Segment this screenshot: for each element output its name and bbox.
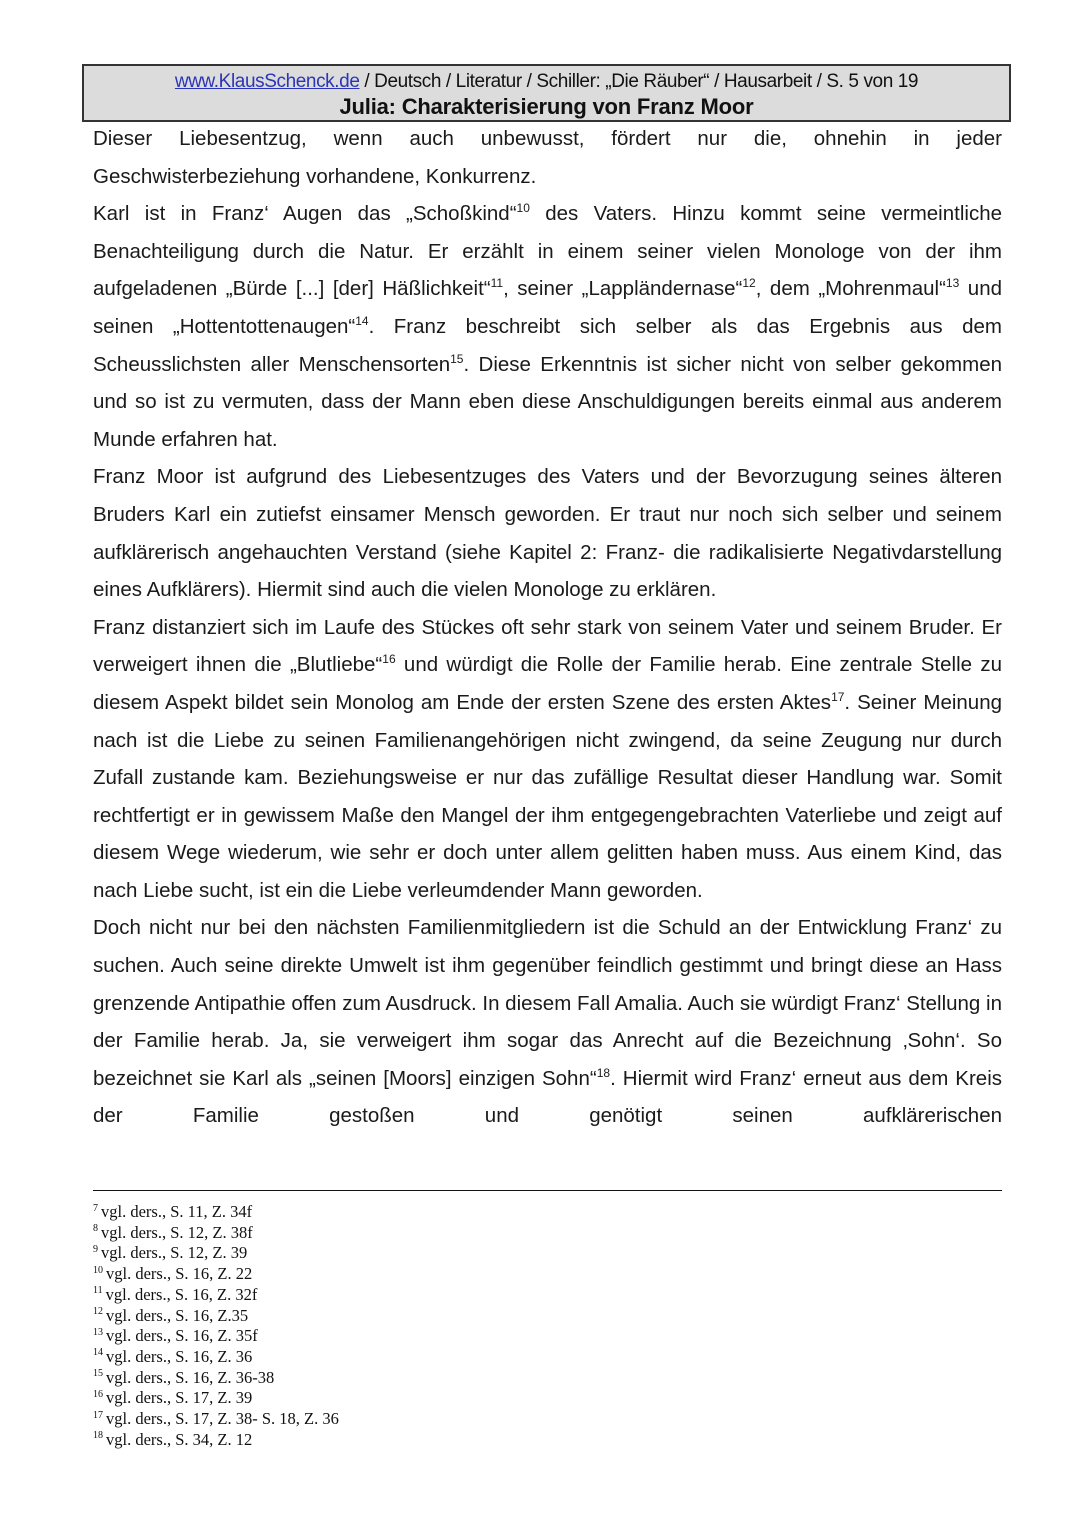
footnote-number: 9 [93,1243,98,1255]
footnote-text: vgl. ders., S. 17, Z. 38- S. 18, Z. 36 [106,1409,339,1429]
footnote-text: vgl. ders., S. 16, Z. 36-38 [106,1367,275,1387]
footnote [93,1243,693,1264]
footnote [93,1388,693,1409]
footnote-divider [93,1190,1002,1191]
footnote-number: 17 [93,1409,103,1421]
footnote-number: 14 [93,1347,103,1359]
footnote-ref: 15 [450,351,464,366]
footnote-text: vgl. ders., S. 11, Z. 34f [101,1202,253,1221]
paragraph-text: Franz Moor ist aufgrund des Liebesentzuges des Vaters und der Bevorzugung seines älteren Bruders Karl ein zutiefst einsamer Mensch geworden. Er traut nur noch sich selber und seinem aufklärerisch angehauchten Verstand (siehe Kapitel 2: Franz- die radikalisierte Negativdarstellung eines Aufklärers). Hiermit sind auch die vielen Monologe zu erklären. [93,465,1002,602]
footnote-number: 7 [93,1202,98,1214]
footnote-text: vgl. ders., S. 16, Z. 32f [105,1284,258,1304]
footnote-number: 13 [93,1326,103,1338]
footnote-number: 16 [93,1388,103,1400]
footnote-text: vgl. ders., S. 16, Z. 22 [106,1264,253,1284]
paragraph [93,458,1002,608]
footnote-text: vgl. ders., S. 16, Z. 35f [106,1326,258,1346]
paragraph-text: , dem „Mohrenmaul“ [755,277,946,301]
footnote [93,1409,693,1430]
page-header [82,64,1011,122]
footnote-text: vgl. ders., S. 16, Z. 36 [106,1346,253,1366]
paragraph-text: . Hiermit wird Franz‘ erneut aus dem Kreis der Familie gestoßen und genötigt seinen aufklärerischen [93,1066,1002,1128]
paragraph-text: Doch nicht nur bei den nächsten Familienmitgliedern ist die Schuld an der Entwicklung Franz‘ zu suchen. Auch seine direkte Umwelt ist ihm gegenüber feindlich gestimmt und bringt diese an Hass grenzende Antipathie offen zum Ausdruck. In diesem Fall Amalia. Auch sie würdigt Franz‘ Stellung in der Familie herab. Ja, sie verweigert ihm sogar das Anrecht auf die Bezeichnung ‚Sohn‘. So bezeichnet sie Karl als „seinen [Moors] einzigen Sohn“ [93,916,1002,1090]
footnote-number: 11 [93,1285,103,1297]
footnote-text: vgl. ders., S. 12, Z. 39 [101,1243,248,1263]
footnote [93,1223,693,1244]
paragraph-text: . Diese Erkenntnis ist sicher nicht von selber gekommen und so ist zu vermuten, dass der Mann eben diese Anschuldigungen bereits einmal aus anderem Munde erfahren hat. [93,352,1002,451]
footnote-ref: 18 [596,1066,611,1081]
footnote-number: 12 [93,1306,103,1318]
paragraph [93,609,1002,910]
paragraph [93,195,1002,458]
footnote-number: 8 [93,1223,98,1235]
footnote-text: vgl. ders., S. 16, Z.35 [106,1305,249,1325]
page-title: Julia: Charakterisierung von Franz Moor [339,94,754,119]
paragraph-text: , seiner „Lappländernase“ [503,277,743,301]
footnotes [93,1202,693,1450]
footnote-ref: 11 [490,276,504,291]
footnote-text: vgl. ders., S. 12, Z. 38f [101,1222,253,1242]
body-text [93,120,1002,1135]
footnote-ref: 13 [945,276,960,291]
footnote [93,1285,693,1306]
paragraph-text: Dieser Liebesentzug, wenn auch unbewusst, fördert nur die, ohnehin in jeder Geschwisterbeziehung vorhandene, Konkurrenz. [93,127,1002,188]
header-path: / Deutsch / Literatur / Schiller: „Die Räuber“ / Hausarbeit / S. 5 von 19 [359,71,919,92]
paragraph-text: und seinen „Hottentottenaugen“ [93,277,1003,338]
paragraph-text: und würdigt die Rolle der Familie herab. Eine zentrale Stelle zu diesem Aspekt bildet sein Monolog am Ende der ersten Szene des ersten Aktes [93,653,1002,714]
website-link[interactable]: www.KlausSchenck.de [174,71,360,92]
footnote-text: vgl. ders., S. 17, Z. 39 [106,1388,253,1408]
footnote [93,1202,693,1223]
footnote-ref: 12 [742,276,756,291]
paragraph-text: . Seiner Meinung nach ist die Liebe zu seinen Familienangehörigen nicht zwingend, da seine Zeugung nur durch Zufall zustande kam. Beziehungsweise er nur das zufällige Resultat dieser Handlung war. Somit rechtfertigt er in gewissem Maße den Mangel der ihm entgegengebrachten Vaterliebe und zeigt auf diesem Wege wiederum, wie sehr er doch unter allem gelitten haben muss. Aus einem Kind, das nach Liebe sucht, ist ein die Liebe verleumdender Mann geworden. [93,690,1002,902]
footnote-ref: 17 [831,690,845,705]
footnote-ref: 10 [516,201,530,216]
header-path-line [84,69,1009,94]
footnote [93,1430,693,1451]
footnote-number: 10 [93,1264,103,1276]
footnote [93,1347,693,1368]
footnote [93,1368,693,1389]
paragraph-text: Franz distanziert sich im Laufe des Stückes oft sehr stark von seinem Vater und seinem Bruder. Er verweigert ihnen die „Blutliebe“ [93,615,1002,677]
footnote [93,1264,693,1285]
footnote-ref: 16 [382,652,396,667]
paragraph-text: . Franz beschreibt sich selber als das Ergebnis aus dem Scheusslichsten aller Menschensorten [93,314,1003,376]
paragraph [93,909,1002,1135]
footnote-number: 18 [93,1430,103,1442]
footnote [93,1326,693,1347]
footnote [93,1306,693,1327]
footnote-number: 15 [93,1368,103,1380]
paragraph-text: Karl ist in Franz‘ Augen das „Schoßkind“ [93,202,517,226]
footnote-ref: 14 [355,314,369,329]
footnote-text: vgl. ders., S. 34, Z. 12 [106,1429,253,1449]
paragraph [93,120,1002,195]
paragraph-text: des Vaters. Hinzu kommt seine vermeintliche Benachteiligung durch die Natur. Er erzählt in einem seiner vielen Monologe von der ihm aufgeladenen „Bürde [...] [der] Häßlichkeit“ [93,202,1002,301]
